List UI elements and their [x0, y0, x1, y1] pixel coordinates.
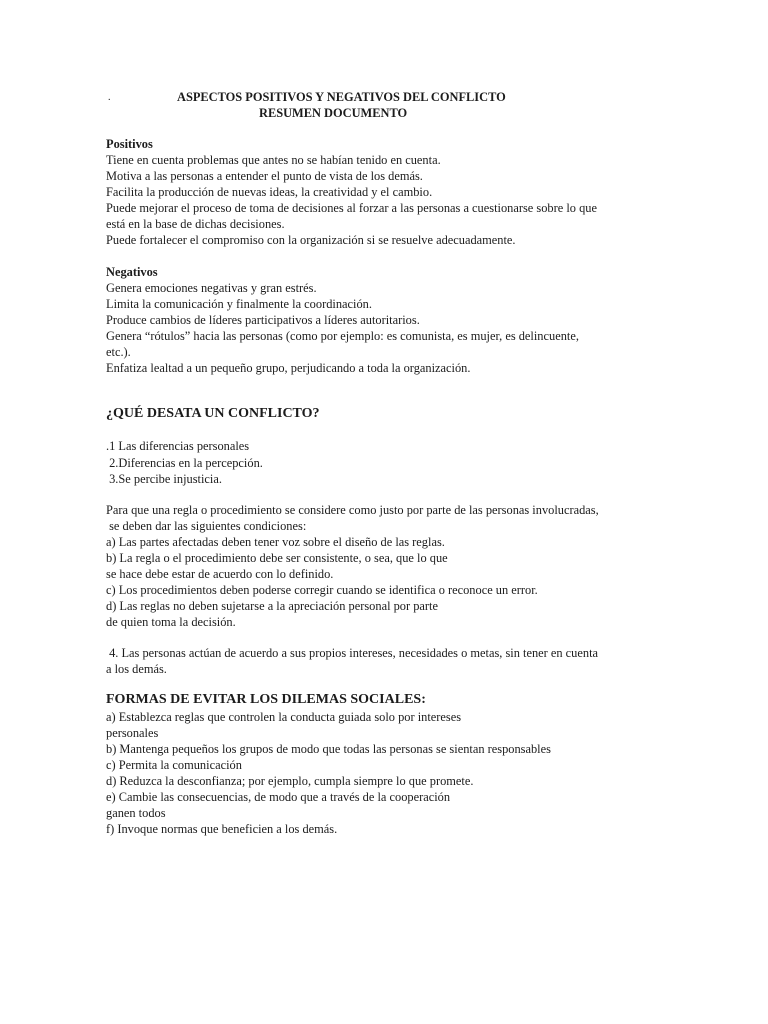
- desata-paragraph-line: d) Las reglas no deben sujetarse a la apreciación personal por parte: [106, 599, 438, 613]
- formas-line: a) Establezca reglas que controlen la conducta guiada solo por intereses: [106, 710, 462, 724]
- positivos-line: Motiva a las personas a entender el punto de vista de los demás.: [106, 169, 423, 183]
- negativos-line: Produce cambios de líderes participativos a líderes autoritarios.: [106, 313, 420, 327]
- desata-item: 3.Se percibe injusticia.: [106, 472, 222, 486]
- document-subtitle: RESUMEN DOCUMENTO: [259, 106, 408, 120]
- negativos-line: Genera emociones negativas y gran estrés.: [106, 281, 317, 295]
- formas-line: f) Invoque normas que beneficien a los demás.: [106, 822, 338, 836]
- desata-paragraph-line: se deben dar las siguientes condiciones:: [106, 519, 307, 533]
- positivos-line: Tiene en cuenta problemas que antes no se habían tenido en cuenta.: [106, 153, 441, 167]
- desata-paragraph-line: a) Las partes afectadas deben tener voz sobre el diseño de las reglas.: [106, 535, 445, 549]
- desata-paragraph-line: de quien toma la decisión.: [106, 615, 236, 629]
- positivos-line: Puede fortalecer el compromiso con la organización si se resuelve adecuadamente.: [106, 233, 516, 247]
- desata-paragraph-line: c) Los procedimientos deben poderse corregir cuando se identifica o reconoce un error.: [106, 583, 538, 597]
- negativos-line: Limita la comunicación y finalmente la coordinación.: [106, 297, 372, 311]
- document-title: ASPECTOS POSITIVOS Y NEGATIVOS DEL CONFLICTO: [177, 90, 506, 104]
- negativos-line: Genera “rótulos” hacia las personas (como por ejemplo: es comunista, es mujer, es delincuente,: [106, 329, 579, 343]
- positivos-line: está en la base de dichas decisiones.: [106, 217, 285, 231]
- formas-line: personales: [106, 726, 159, 740]
- negativos-line: etc.).: [106, 345, 131, 359]
- formas-line: ganen todos: [106, 806, 166, 820]
- formas-heading: FORMAS DE EVITAR LOS DILEMAS SOCIALES:: [106, 692, 426, 707]
- desata-item: .1 Las diferencias personales: [106, 439, 250, 453]
- formas-line: b) Mantenga pequeños los grupos de modo que todas las personas se sientan responsables: [106, 742, 551, 756]
- leading-mark: .: [108, 92, 111, 103]
- positivos-line: Puede mejorar el proceso de toma de decisiones al forzar a las personas a cuestionarse sobre lo que: [106, 201, 597, 215]
- positivos-heading: Positivos: [106, 137, 153, 151]
- desata-item-4: 4. Las personas actúan de acuerdo a sus propios intereses, necesidades o metas, sin tener en cuenta: [106, 646, 599, 660]
- formas-line: e) Cambie las consecuencias, de modo que a través de la cooperación: [106, 790, 451, 804]
- desata-paragraph-line: b) La regla o el procedimiento debe ser consistente, o sea, que lo que: [106, 551, 448, 565]
- desata-paragraph-line: Para que una regla o procedimiento se considere como justo por parte de las personas involucradas,: [106, 503, 599, 517]
- desata-item: 2.Diferencias en la percepción.: [106, 456, 263, 470]
- desata-paragraph-line: se hace debe estar de acuerdo con lo definido.: [106, 567, 334, 581]
- formas-line: d) Reduzca la desconfianza; por ejemplo, cumpla siempre lo que promete.: [106, 774, 474, 788]
- desata-heading: ¿QUÉ DESATA UN CONFLICTO?: [106, 406, 320, 421]
- formas-line: c) Permita la comunicación: [106, 758, 242, 772]
- negativos-line: Enfatiza lealtad a un pequeño grupo, perjudicando a toda la organización.: [106, 361, 471, 375]
- desata-item-4: a los demás.: [106, 662, 167, 676]
- negativos-heading: Negativos: [106, 265, 158, 279]
- positivos-line: Facilita la producción de nuevas ideas, la creatividad y el cambio.: [106, 185, 433, 199]
